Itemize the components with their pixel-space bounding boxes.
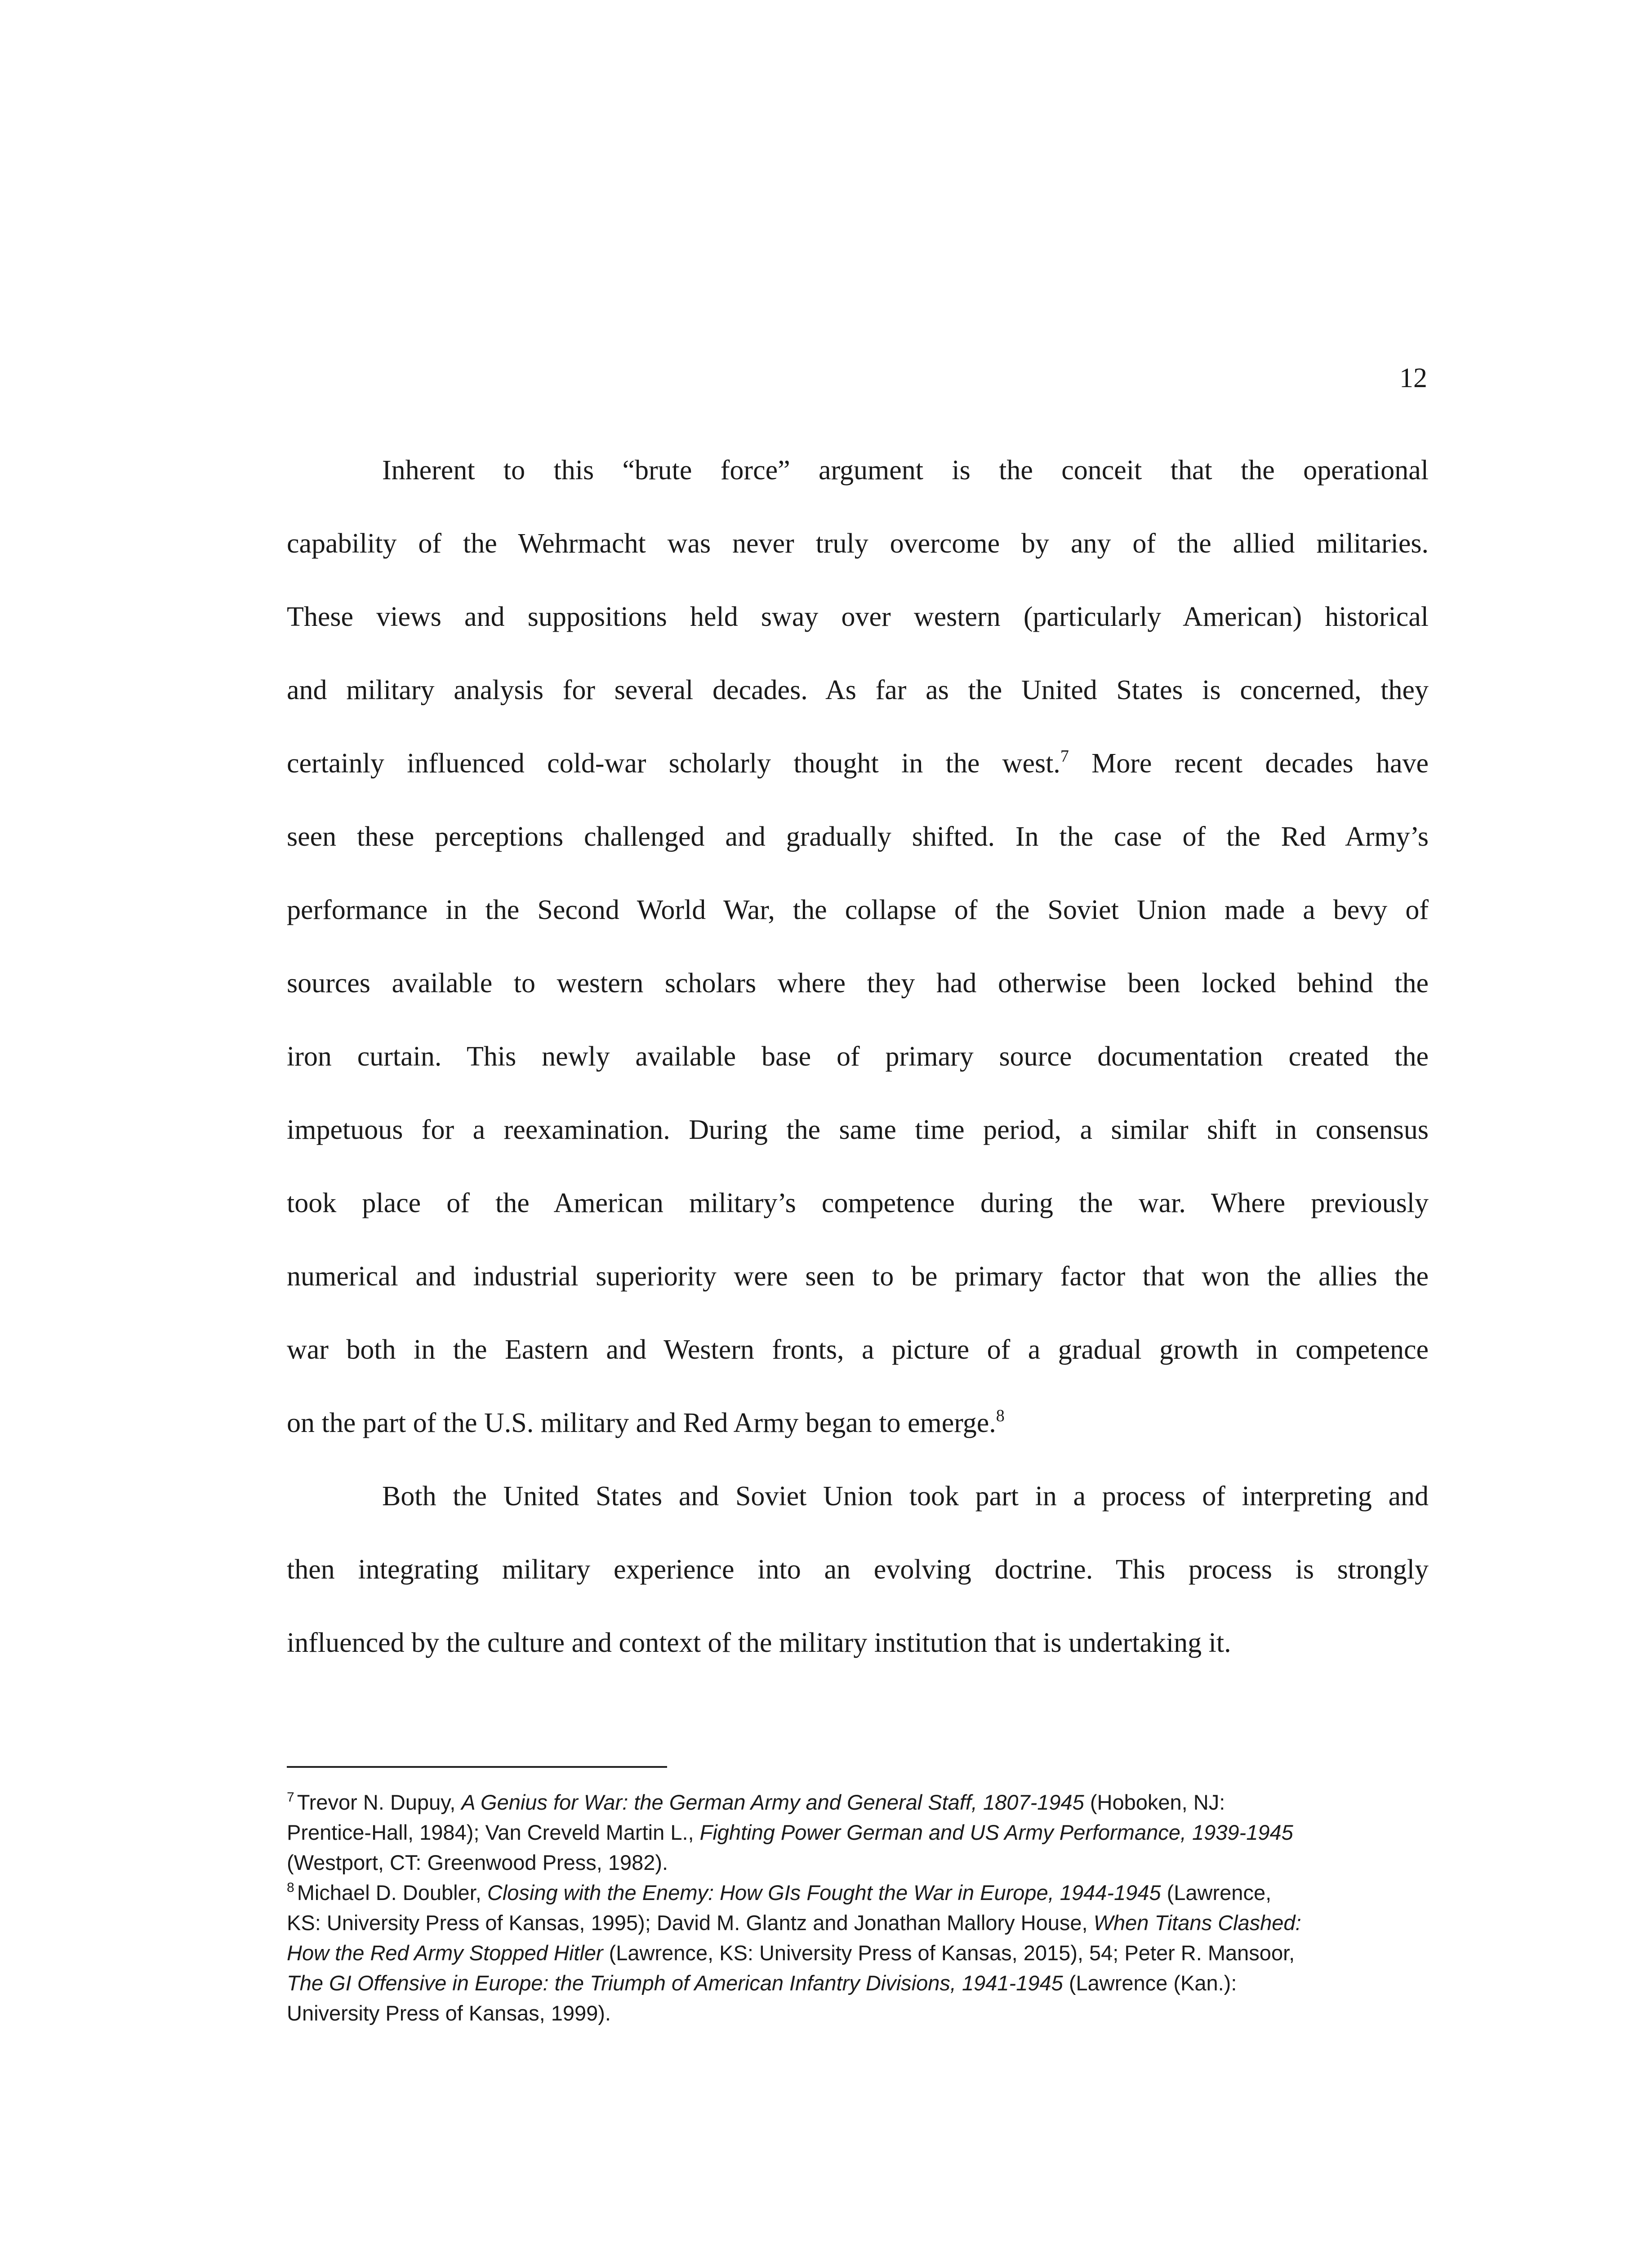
footnote-line [287,1847,1438,1878]
work-title: Closing with the Enemy: How GIs Fought the War in Europe, 1944-1945 [487,1881,1161,1905]
line-text: took place of the American military’s competence during the war. Where previously [287,1188,1429,1218]
paragraph [287,434,1429,1460]
line-text: seen these perceptions challenged and gradually shifted. In the case of the Red Army’s [287,821,1429,852]
footnote-line [287,1908,1438,1938]
line-text: sources available to western scholars where they had otherwise been locked behind the [287,968,1429,999]
text-line [287,1533,1429,1606]
line-text: and military analysis for several decades. As far as the United States is concerned, they [287,675,1429,705]
text-line [287,1606,1429,1680]
citation-text: Prentice-Hall, 1984); Van Creveld Martin L., [287,1820,700,1844]
text-line [287,434,1429,507]
footnote-line [287,1938,1438,1968]
citation-text: Trevor N. Dupuy, [297,1790,462,1814]
footnote-8 [287,1878,1438,2028]
footnote-number: 7 [287,1790,294,1805]
citation-text: Michael D. Doubler, [297,1881,487,1905]
text-line [287,1387,1429,1460]
citation-text: University Press of Kansas, 1999). [287,2001,611,2025]
line-text: war both in the Eastern and Western fronts, a picture of a gradual growth in competence [287,1334,1429,1365]
footnote-line [287,1817,1438,1847]
line-text: then integrating military experience into an evolving doctrine. This process is strongly [287,1554,1429,1585]
citation-text: (Westport, CT: Greenwood Press, 1982). [287,1851,668,1874]
text-line [287,1020,1429,1093]
work-title: Fighting Power German and US Army Performance, 1939-1945 [699,1820,1293,1844]
line-text: on the part of the U.S. military and Red Army began to emerge. [287,1408,996,1438]
text-line [287,1167,1429,1240]
footnote-reference: 8 [996,1406,1005,1425]
line-text: More recent decades have [1069,748,1429,779]
footnote-7 [287,1787,1438,1878]
line-text: Inherent to this “brute force” argument is the conceit that the operational [382,455,1429,486]
text-line [287,507,1429,580]
text-line [287,727,1429,800]
footnote-separator [287,1766,667,1768]
line-text: These views and suppositions held sway over western (particularly American) historical [287,602,1429,632]
text-line [287,800,1429,874]
text-line [287,1313,1429,1387]
work-title: The GI Offensive in Europe: the Triumph of American Infantry Divisions, 1941-1945 [287,1971,1063,1995]
line-text: capability of the Wehrmacht was never truly overcome by any of the allied militaries. [287,528,1429,559]
footnote-reference: 7 [1060,747,1069,766]
line-text: iron curtain. This newly available base of primary source documentation created the [287,1041,1429,1072]
line-text: influenced by the culture and context of the military institution that is undertaking it. [287,1628,1231,1658]
text-line [287,947,1429,1020]
text-line [287,1240,1429,1313]
footnote-line [287,1787,1438,1817]
citation-text: (Hoboken, NJ: [1084,1790,1225,1814]
text-line [287,654,1429,727]
text-line [287,1460,1429,1533]
citation-text: KS: University Press of Kansas, 1995); David M. Glantz and Jonathan Mallory House, [287,1911,1094,1935]
citation-text: (Lawrence (Kan.): [1063,1971,1237,1995]
line-text: certainly influenced cold-war scholarly thought in the west. [287,748,1060,779]
footnote-line [287,1968,1438,1998]
line-text: performance in the Second World War, the collapse of the Soviet Union made a bevy of [287,895,1429,925]
footnote-line [287,1878,1438,1908]
footnotes [287,1787,1438,2028]
text-line [287,580,1429,654]
work-title: A Genius for War: the German Army and General Staff, 1807-1945 [461,1790,1084,1814]
line-text: numerical and industrial superiority were seen to be primary factor that won the allies the [287,1261,1429,1292]
work-title: When Titans Clashed: [1093,1911,1301,1935]
footnote-line [287,1998,1438,2028]
line-text: impetuous for a reexamination. During the same time period, a similar shift in consensus [287,1115,1429,1145]
citation-text: (Lawrence, [1161,1881,1272,1905]
page-number: 12 [1399,363,1427,393]
text-line [287,874,1429,947]
line-text: Both the United States and Soviet Union took part in a process of interpreting and [382,1481,1429,1512]
work-title: How the Red Army Stopped Hitler [287,1941,603,1965]
body-text [287,434,1429,1680]
citation-text: (Lawrence, KS: University Press of Kansas, 2015), 54; Peter R. Mansoor, [603,1941,1295,1965]
text-line [287,1093,1429,1167]
paragraph [287,1460,1429,1680]
footnote-number: 8 [287,1880,294,1895]
